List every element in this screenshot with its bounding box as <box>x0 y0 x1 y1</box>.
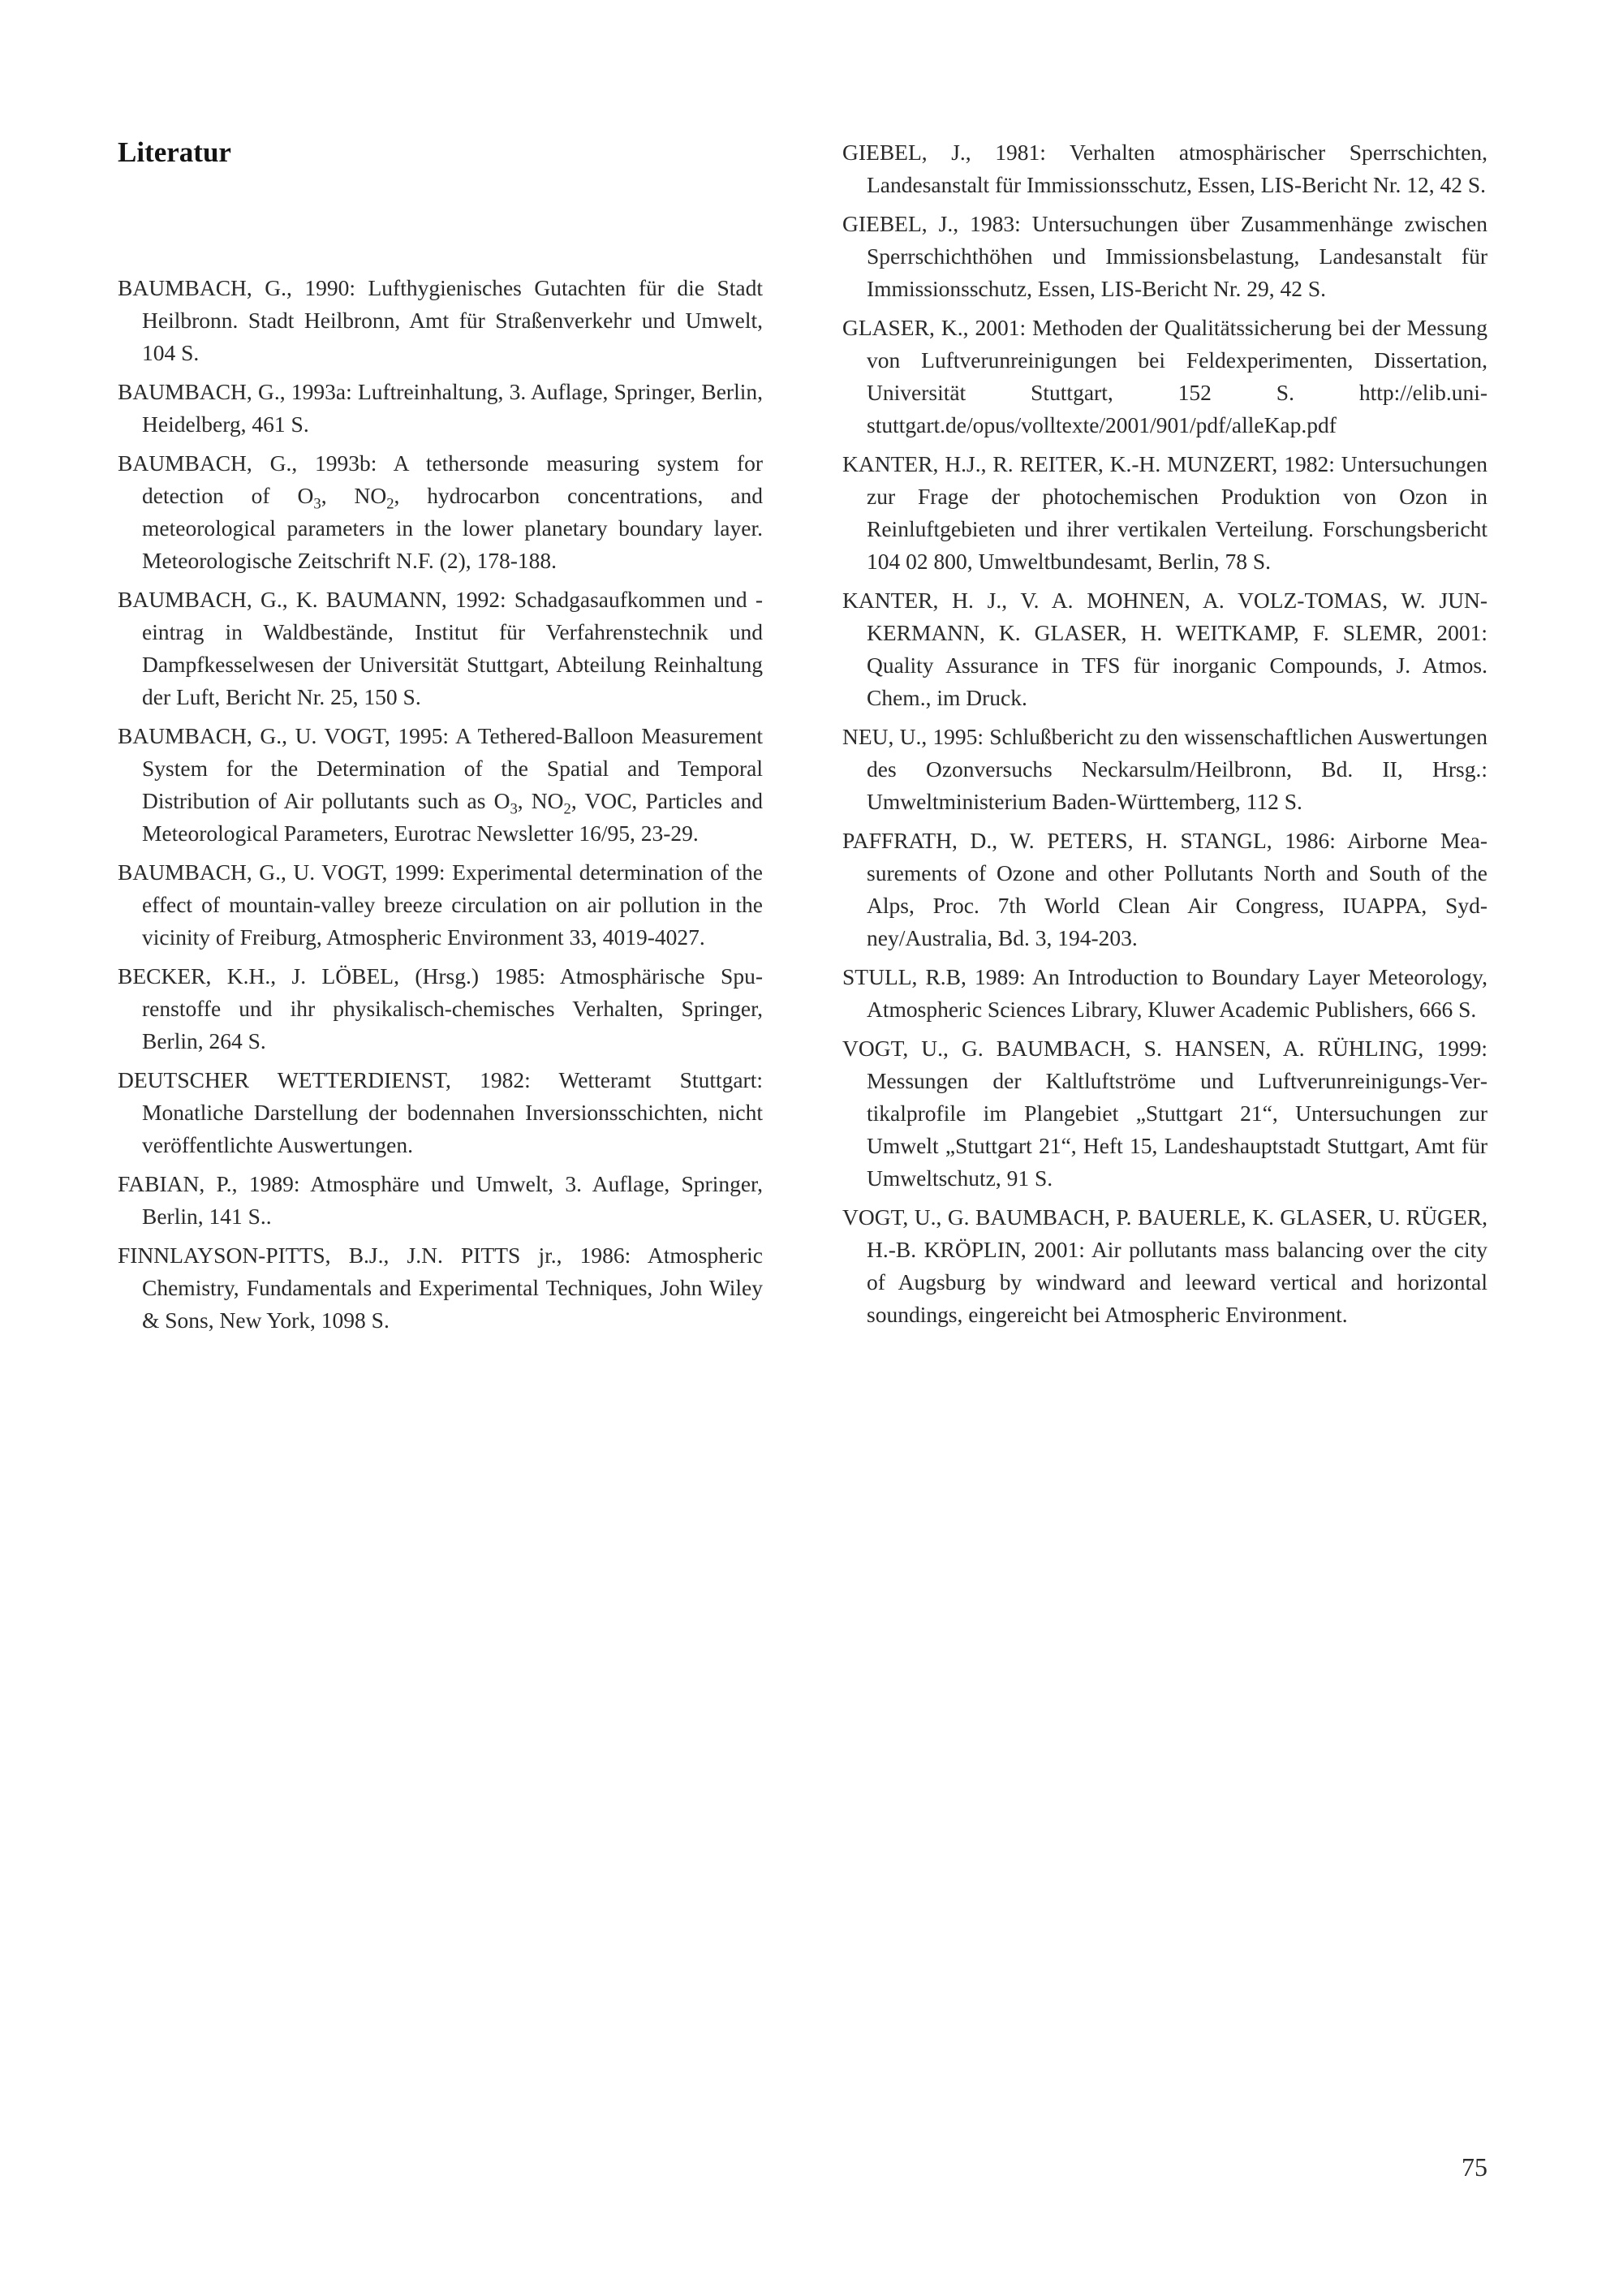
reference-entry: BAUMBACH, G., K. BAUMANN, 1992: Schadgasaufkommen und -eintrag in Waldbestände, Institut für Verfahrenstechnik und Dampfkesselwesen der Universität Stuttgart, Abteilung Reinhaltung der Luft, Bericht Nr. 25, 150 S. <box>118 587 763 709</box>
reference-entry: PAFFRATH, D., W. PETERS, H. STANGL, 1986: Airborne Measurements of Ozone and other Pollutants North and South of the Alps, Proc. 7th World Clean Air Congress, IUAPPA, Sydney/Australia, Bd. 3, 194-203. <box>842 828 1487 950</box>
reference-entry: GIEBEL, J., 1981: Verhalten atmosphärischer Sperrschichten, Landesanstalt für Immissionsschutz, Essen, LIS-Bericht Nr. 12, 42 S. <box>842 140 1487 197</box>
reference-entry: BAUMBACH, G., 1993b: A tethersonde measuring system for detection of $O_3$, $NO_2$, hydrocarbon concentrations, and meteorological parameters in the lower planetary boundary layer. Meteorologische Zeitschrift N.F. (2), 178-188. <box>118 450 763 573</box>
page-number: 75 <box>1462 2152 1487 2182</box>
reference-entry: BAUMBACH, G., 1993a: Luftreinhaltung, 3. Auflage, Springer, Berlin, Heidelberg, 461 S. <box>118 379 763 437</box>
reference-entry: GIEBEL, J., 1983: Untersuchungen über Zusammenhänge zwischen Sperrschichthöhen und Immissionsbelastung, Landesanstalt für Immissionsschutz, Essen, LIS-Bericht Nr. 29, 42 S. <box>842 211 1487 301</box>
reference-entry: KANTER, H.J., R. REITER, K.-H. MUNZERT, 1982: Untersuchungen zur Frage der photochemischen Produktion von Ozon in Reinluftgebieten und ihrer vertikalen Verteilung. Forschungsbericht 104 02 800, Umweltbundesamt, Berlin, 78 S. <box>842 451 1487 574</box>
reference-entry: KANTER, H. J., V. A. MOHNEN, A. VOLZ-TOMAS, W. JUNKERMANN, K. GLASER, H. WEITKAMP, F. SLEMR, 2001: Quality Assurance in TFS für inorganic Compounds, J. Atmos. Chem., im Druck. <box>842 588 1487 710</box>
reference-entry: DEUTSCHER WETTERDIENST, 1982: Wetteramt Stuttgart: Monatliche Darstellung der bodennahen Inversionsschichten, nicht veröffentlichte Auswertungen. <box>118 1067 763 1157</box>
reference-entry: BAUMBACH, G., 1990: Lufthygienisches Gutachten für die Stadt Heilbronn. Stadt Heilbronn, Amt für Straßenverkehr und Umwelt, 104 S. <box>118 275 763 365</box>
reference-entry: BAUMBACH, G., U. VOGT, 1999: Experimental determination of the effect of mountain-valley breeze circulation on air pollution in the vicinity of Freiburg, Atmospheric Environment 33, 4019-4027. <box>118 859 763 950</box>
reference-entry: VOGT, U., G. BAUMBACH, P. BAUERLE, K. GLASER, U. RÜGER, H.-B. KRÖPLIN, 2001: Air pollutants mass balancing over the city of Augsburg by windward and leeward vertical and horizontal soundings, eingereicht bei Atmospheric Environment. <box>842 1204 1487 1327</box>
reference-entry: STULL, R.B, 1989: An Introduction to Boundary Layer Meteorology, Atmospheric Sciences Library, Kluwer Academic Publishers, 666 S. <box>842 964 1487 1022</box>
reference-entry: GLASER, K., 2001: Methoden der Qualitätssicherung bei der Messung von Luftverunreinigungen bei Feldexperimenten, Dissertation, Universität Stuttgart, 152 S. http://elib.uni-stuttgart.de/opus/volltexte/2001/901/pdf/alleKap.pdf <box>842 315 1487 437</box>
reference-entry: FINNLAYSON-PITTS, B.J., J.N. PITTS jr., 1986: Atmospheric Chemistry, Fundamentals and Experimental Techniques, John Wiley & Sons, New York, 1098 S. <box>118 1243 763 1333</box>
reference-entry: FABIAN, P., 1989: Atmosphäre und Umwelt, 3. Auflage, Springer, Berlin, 141 S.. <box>118 1171 763 1229</box>
reference-entry: NEU, U., 1995: Schlußbericht zu den wissenschaftlichen Auswertungen des Ozonversuchs Neckarsulm/Heilbronn, Bd. II, Hrsg.: Umweltministerium Baden-Württemberg, 112 S. <box>842 724 1487 814</box>
reference-entry: VOGT, U., G. BAUMBACH, S. HANSEN, A. RÜHLING, 1999: Messungen der Kaltluftströme und Luftverunreinigungs-Vertikalprofile im Plangebiet „Stuttgart 21“, Untersuchungen zur Umwelt „Stuttgart 21“, Heft 15, Landeshauptstadt Stuttgart, Amt für Umweltschutz, 91 S. <box>842 1036 1487 1191</box>
page-heading: Literatur <box>118 136 231 168</box>
reference-column-left <box>118 272 763 1343</box>
reference-column-right <box>842 136 1487 1338</box>
reference-entry: BECKER, K.H., J. LÖBEL, (Hrsg.) 1985: Atmosphärische Spurenstoffe und ihr physikalisch-chemisches Verhalten, Springer, Berlin, 264 S. <box>118 963 763 1053</box>
reference-entry: BAUMBACH, G., U. VOGT, 1995: A Tethered-Balloon Measurement System for the Determination of the Spatial and Temporal Distribution of Air pollutants such as $O_3$, $NO_2$, VOC, Particles and Meteorological Parameters, Eurotrac Newsletter 16/95, 23-29. <box>118 723 763 846</box>
